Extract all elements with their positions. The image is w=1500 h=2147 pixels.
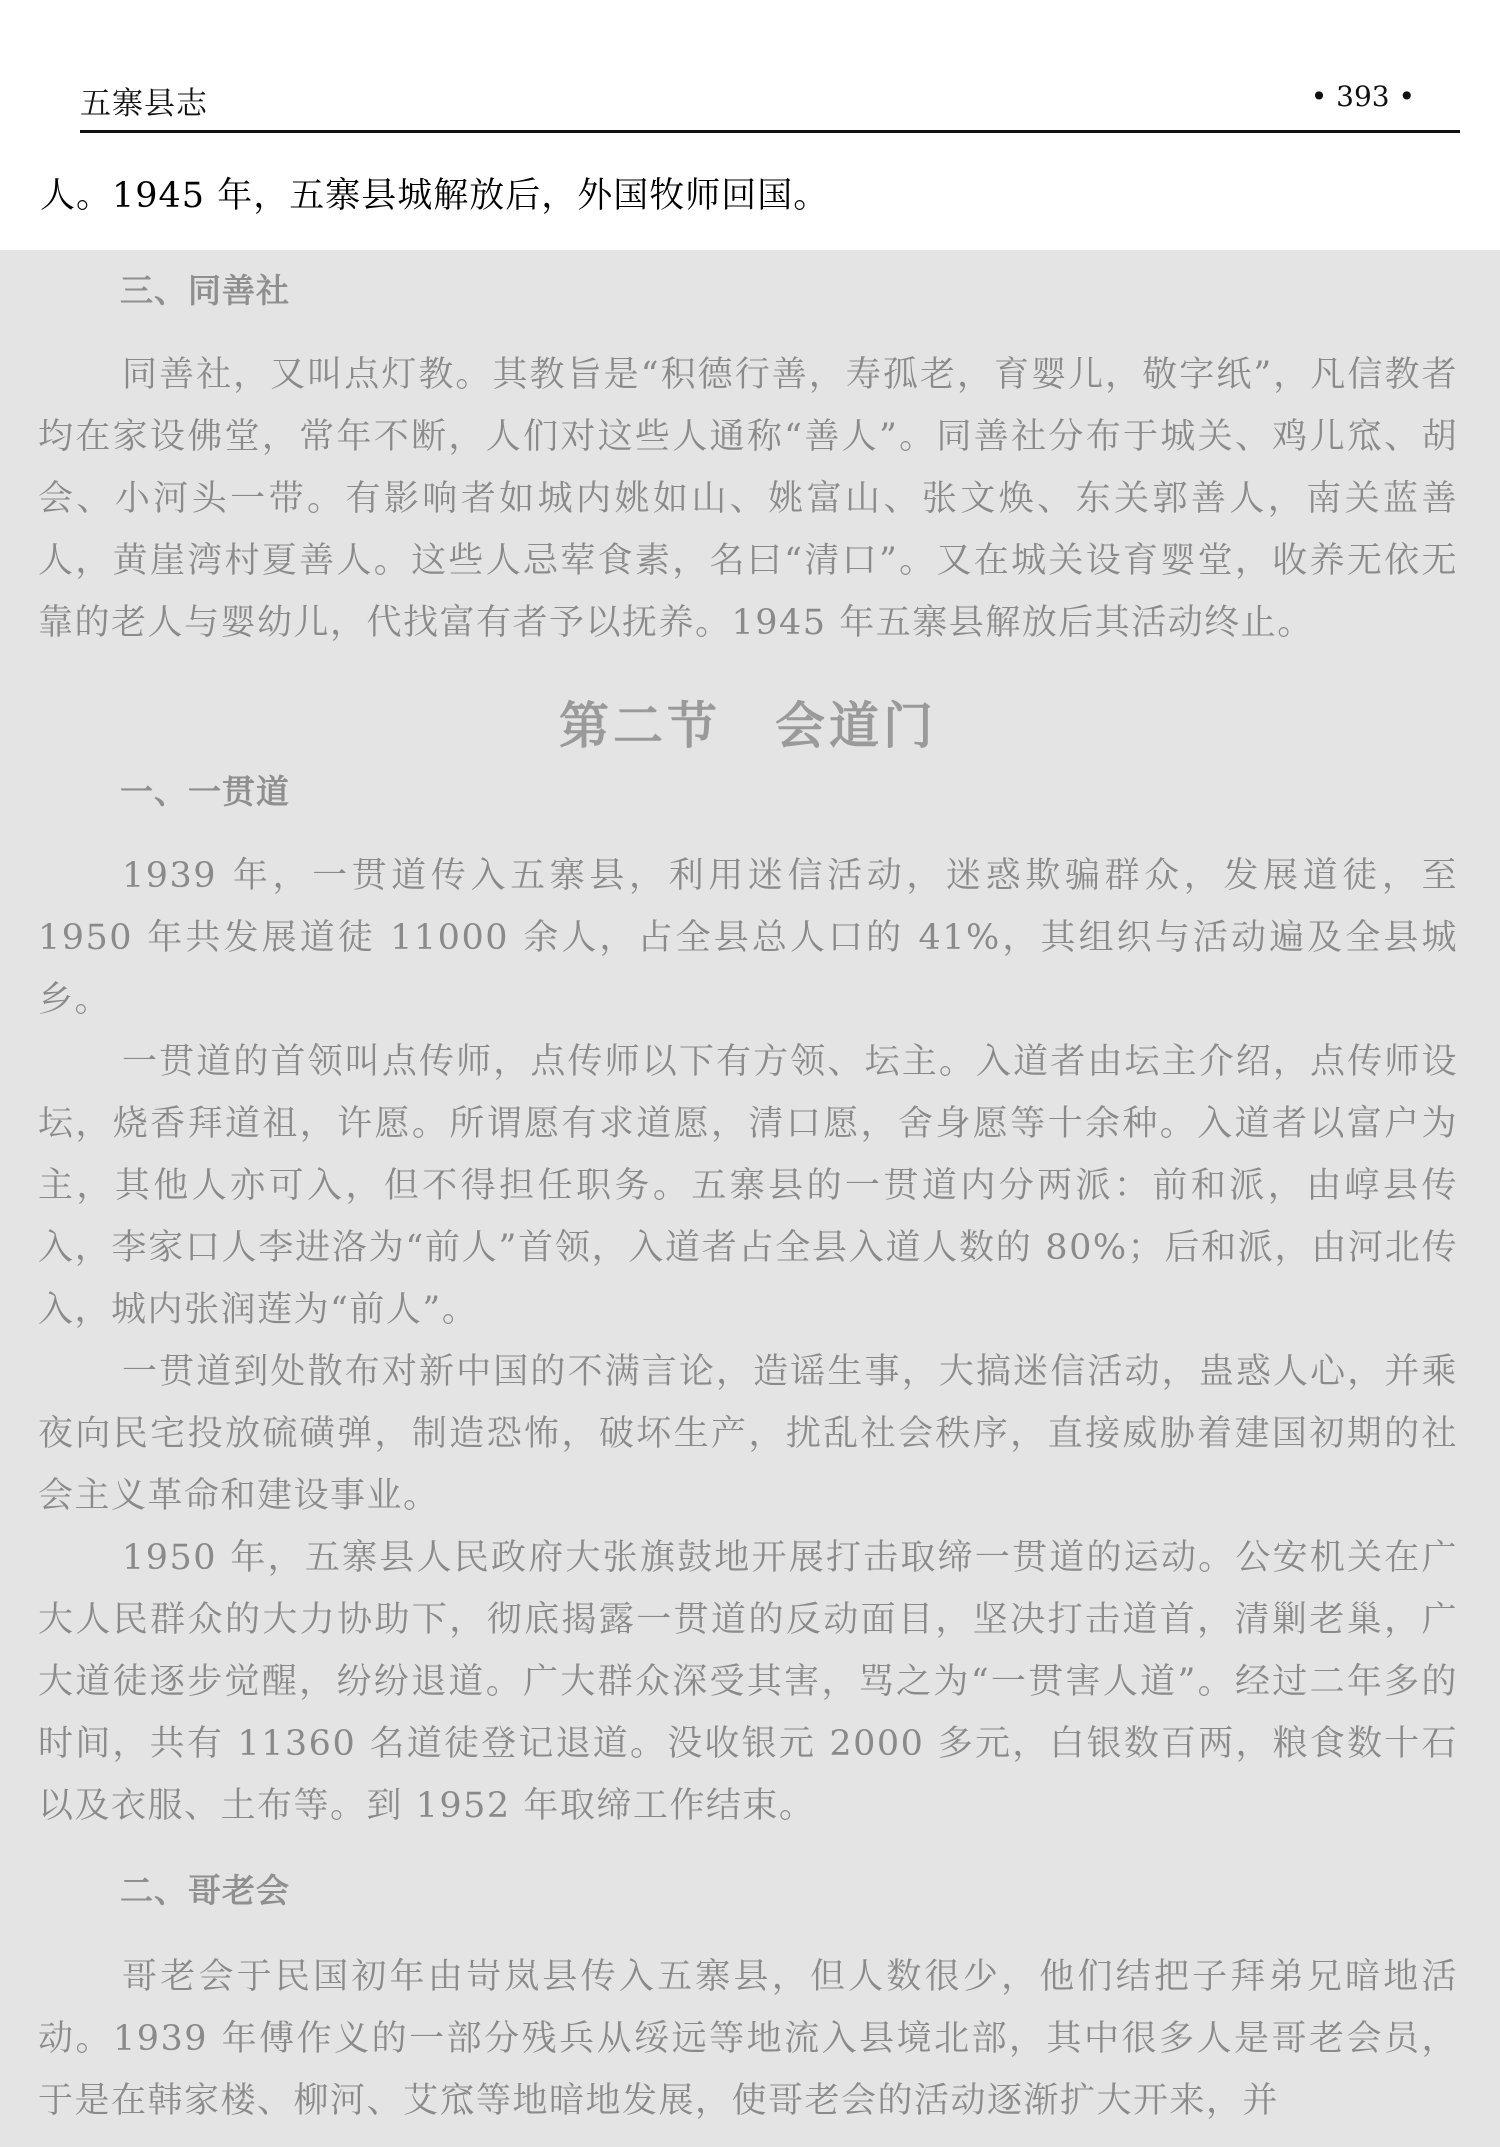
header-rule: [80, 130, 1460, 133]
paragraph-yiguandao-2: 一贯道的首领叫点传师，点传师以下有方领、坛主。入道者由坛主介绍，点传师设坛，烧香拜道祖，许愿。所谓愿有求道愿，清口愿，舍身愿等十余种。入道者以富户为主，其他人亦可入，但不得担任职务。五寨县的一贯道内分两派：前和派，由崞县传入，李家口人李进洛为“前人”首领，入道者占全县入道人数的 80%；后和派，由河北传入，城内张润莲为“前人”。: [38, 1042, 1458, 1330]
page-body: [38, 250, 1458, 2132]
book-title: 五寨县志: [80, 86, 208, 122]
paragraph-yiguandao-3: 一贯道到处散布对新中国的不满言论，造谣生事，大搞迷信活动，蛊惑人心，并乘夜向民宅投放硫磺弹，制造恐怖，破坏生产，扰乱社会秩序，直接威胁着建国初期的社会主义革命和建设事业。: [38, 1352, 1458, 1516]
section-heading-tongshanshe: 三、同善社: [120, 271, 290, 310]
carryover-text: 人。1945 年，五寨县城解放后，外国牧师回国。: [40, 176, 830, 216]
paragraph-tongshanshe: 同善社，又叫点灯教。其教旨是“积德行善，寿孤老，育婴儿，敬字纸”，凡信教者均在家设佛堂，常年不断，人们对这些人通称“善人”。同善社分布于城关、鸡儿窊、胡会、小河头一带。有影响者如城内姚如山、姚富山、张文焕、东关郭善人，南关蓝善人，黄崖湾村夏善人。这些人忌荤食素，名曰“清口”。又在城关设育婴堂，收养无依无靠的老人与婴幼儿，代找富有者予以抚养。1945 年五寨县解放后其活动终止。: [38, 355, 1458, 643]
paragraph-yiguandao-1: 1939 年，一贯道传入五寨县，利用迷信活动，迷惑欺骗群众，发展道徒，至 1950 年共发展道徒 11000 余人，占全县总人口的 41%，其组织与活动遍及全县城乡。: [38, 856, 1458, 1020]
section-heading-gelaohui: 二、哥老会: [120, 1871, 290, 1910]
section-heading-yiguandao: 一、一贯道: [120, 772, 290, 811]
paragraph-gelaohui: 哥老会于民国初年由岢岚县传入五寨县，但人数很少，他们结把子拜弟兄暗地活动。1939 年傅作义的一部分残兵从绥远等地流入县境北部，其中很多人是哥老会员，于是在韩家楼、柳河、艾窊等地暗地发展，使哥老会的活动逐渐扩大开来，并: [38, 1957, 1458, 2121]
chapter-section-title: 第二节 会道门: [559, 697, 937, 755]
page-header: [40, 0, 1460, 135]
paragraph-yiguandao-4: 1950 年，五寨县人民政府大张旗鼓地开展打击取缔一贯道的运动。公安机关在广大人民群众的大力协助下，彻底揭露一贯道的反动面目，坚决打击道首，清剿老巢，广大道徒逐步觉醒，纷纷退道。广大群众深受其害，骂之为“一贯害人道”。经过二年多的时间，共有 11360 名道徒登记退道。没收银元 2000 多元，白银数百两，粮食数十石以及衣服、土布等。到 1952 年取缔工作结束。: [38, 1538, 1458, 1826]
page-number: • 393 •: [1310, 80, 1415, 113]
